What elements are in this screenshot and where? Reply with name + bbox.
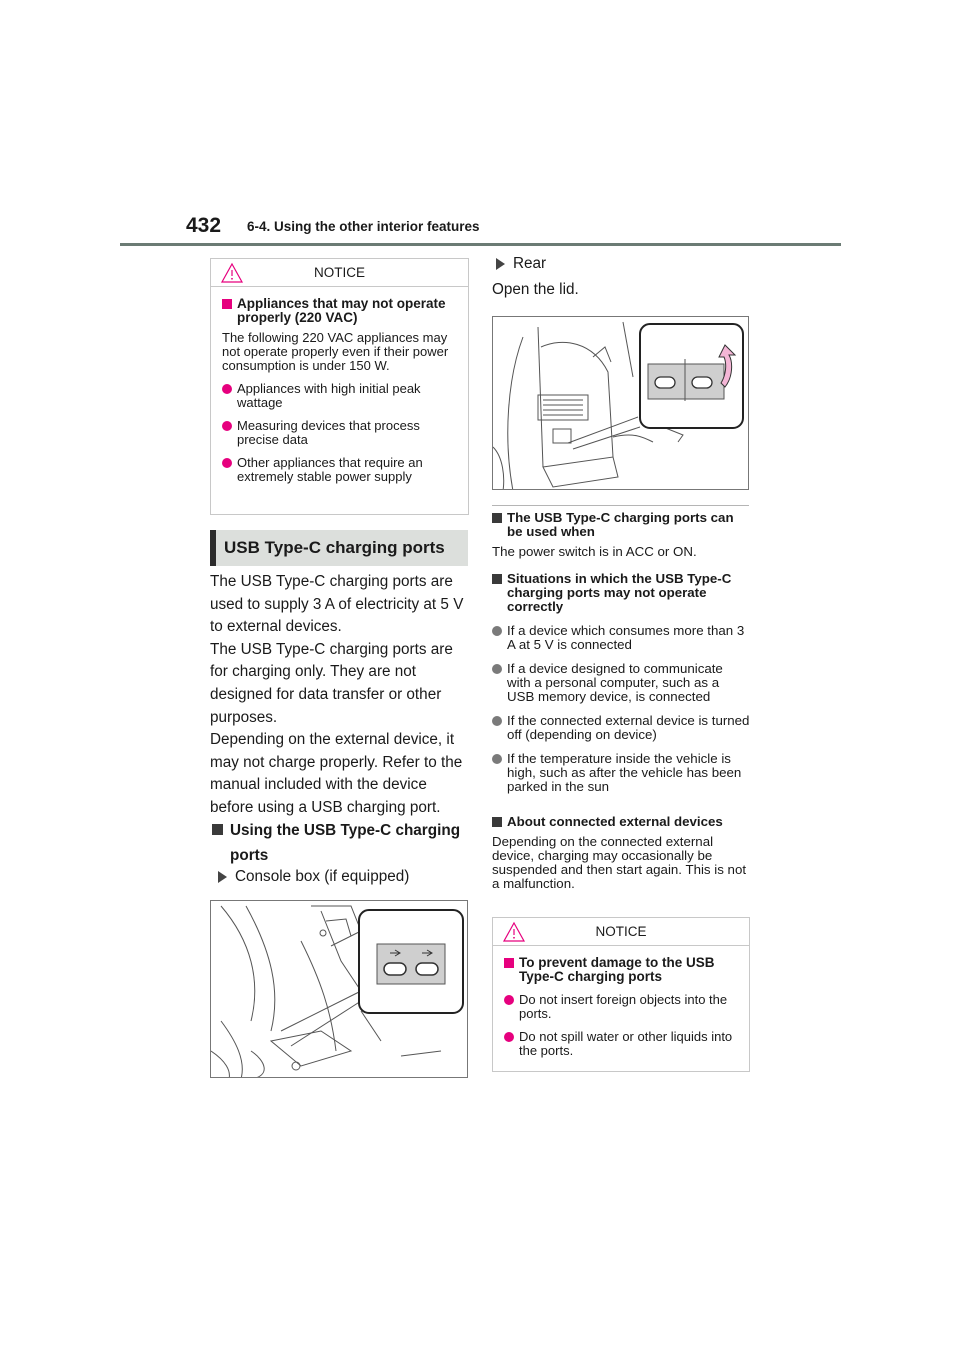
external-heading [492,815,750,829]
list-item-text: Do not spill water or other liquids into the ports. [519,1029,733,1058]
notice-text: The following 220 VAC appliances may not operate properly even if their power consumption is under 150 W. [222,330,449,373]
using-heading-text: Using the USB Type-C charging ports [230,822,461,864]
when-heading-text: The USB Type-C charging ports can be used when [507,510,734,539]
header-rule [120,243,841,246]
external-section [492,815,750,891]
divider [492,505,749,506]
situations-heading [492,572,750,614]
external-text: Depending on the connected external device, charging may occasionally be suspended and then start again. This is not a malfunction. [492,834,747,891]
notice-title-text: To prevent damage to the USB Type-C charging ports [519,955,715,984]
square-bullet-icon [492,574,502,584]
list-item-text: Other appliances that require an extremely stable power supply [237,455,423,484]
heading-bar [210,530,216,566]
triangle-pointer-icon [496,258,505,270]
dot-bullet-icon [504,995,514,1005]
list-item [492,752,750,794]
list-item [492,662,750,704]
dot-bullet-icon [492,626,502,636]
list-item [504,993,737,1021]
notice-title-text: Appliances that may not operate properly (220 VAC) [237,296,446,325]
notice-header [211,259,468,287]
situations-heading-text: Situations in which the USB Type-C charging ports may not operate correctly [507,571,732,614]
paragraph: The USB Type-C charging ports are for charging only. They are not designed for data transfer or other purposes. [210,640,453,726]
situations-section [492,572,750,794]
notice-title [222,297,456,325]
console-line-drawing [211,901,468,1078]
list-item-text: Do not insert foreign objects into the ports. [519,992,728,1021]
list-item-text: If the connected external device is turned off (depending on device) [507,713,750,742]
console-label-text: Console box (if equipped) [235,868,410,885]
external-heading-text: About connected external devices [507,814,723,829]
notice-title [504,956,737,984]
square-bullet-icon [212,824,223,835]
dot-bullet-icon [222,458,232,468]
list-item-text: Appliances with high initial peak wattage [237,381,421,410]
list-item [492,624,750,652]
list-item [504,1030,737,1058]
using-heading [212,818,470,868]
warning-triangle-icon [220,262,244,284]
square-bullet-icon [492,513,502,523]
warning-triangle-icon [502,921,526,943]
dot-bullet-icon [492,716,502,726]
page-number: 432 [186,214,222,237]
dot-bullet-icon [492,664,502,674]
list-item-text: If a device which consumes more than 3 A at 5 V is connected [507,623,745,652]
dot-bullet-icon [492,754,502,764]
square-bullet-icon [504,958,514,968]
dot-bullet-icon [222,421,232,431]
section-title: 6-4. Using the other interior features [247,219,480,234]
list-item [222,456,456,484]
usb-section-heading-text: USB Type-C charging ports [224,538,445,557]
rear-instruction: Open the lid. [492,281,579,298]
dot-bullet-icon [222,384,232,394]
list-item-text: If the temperature inside the vehicle is high, such as after the vehicle has been parked in the sun [507,751,742,794]
console-box-illustration [210,900,468,1078]
paragraph: The USB Type-C charging ports are used to supply 3 A of electricity at 5 V to external devices. [210,573,464,636]
when-heading [492,511,750,539]
when-section [492,511,750,559]
notice-box-appliances [210,258,469,515]
console-label [218,868,409,886]
notice-box-damage [492,917,750,1072]
square-bullet-icon [222,299,232,309]
body-text [210,571,472,820]
list-item [222,382,456,410]
list-item-text: Measuring devices that process precise data [237,418,420,447]
rear-line-drawing [493,317,749,490]
square-bullet-icon [492,817,502,827]
paragraph: Depending on the external device, it may not charge properly. Refer to the manual included with the device before using a USB charging port. [210,731,463,816]
when-text: The power switch is in ACC or ON. [492,544,697,559]
list-item-text: If a device designed to communicate with a personal computer, such as a USB memory device, is connected [507,661,723,704]
rear-label-text: Rear [513,255,547,272]
rear-label [496,255,546,273]
list-item [222,419,456,447]
list-item [492,714,750,742]
dot-bullet-icon [504,1032,514,1042]
notice-label: NOTICE [595,924,647,939]
rear-port-illustration [492,316,749,490]
notice-header [493,918,749,946]
triangle-pointer-icon [218,871,227,883]
notice-label: NOTICE [313,265,365,280]
usb-section-heading [210,530,468,566]
